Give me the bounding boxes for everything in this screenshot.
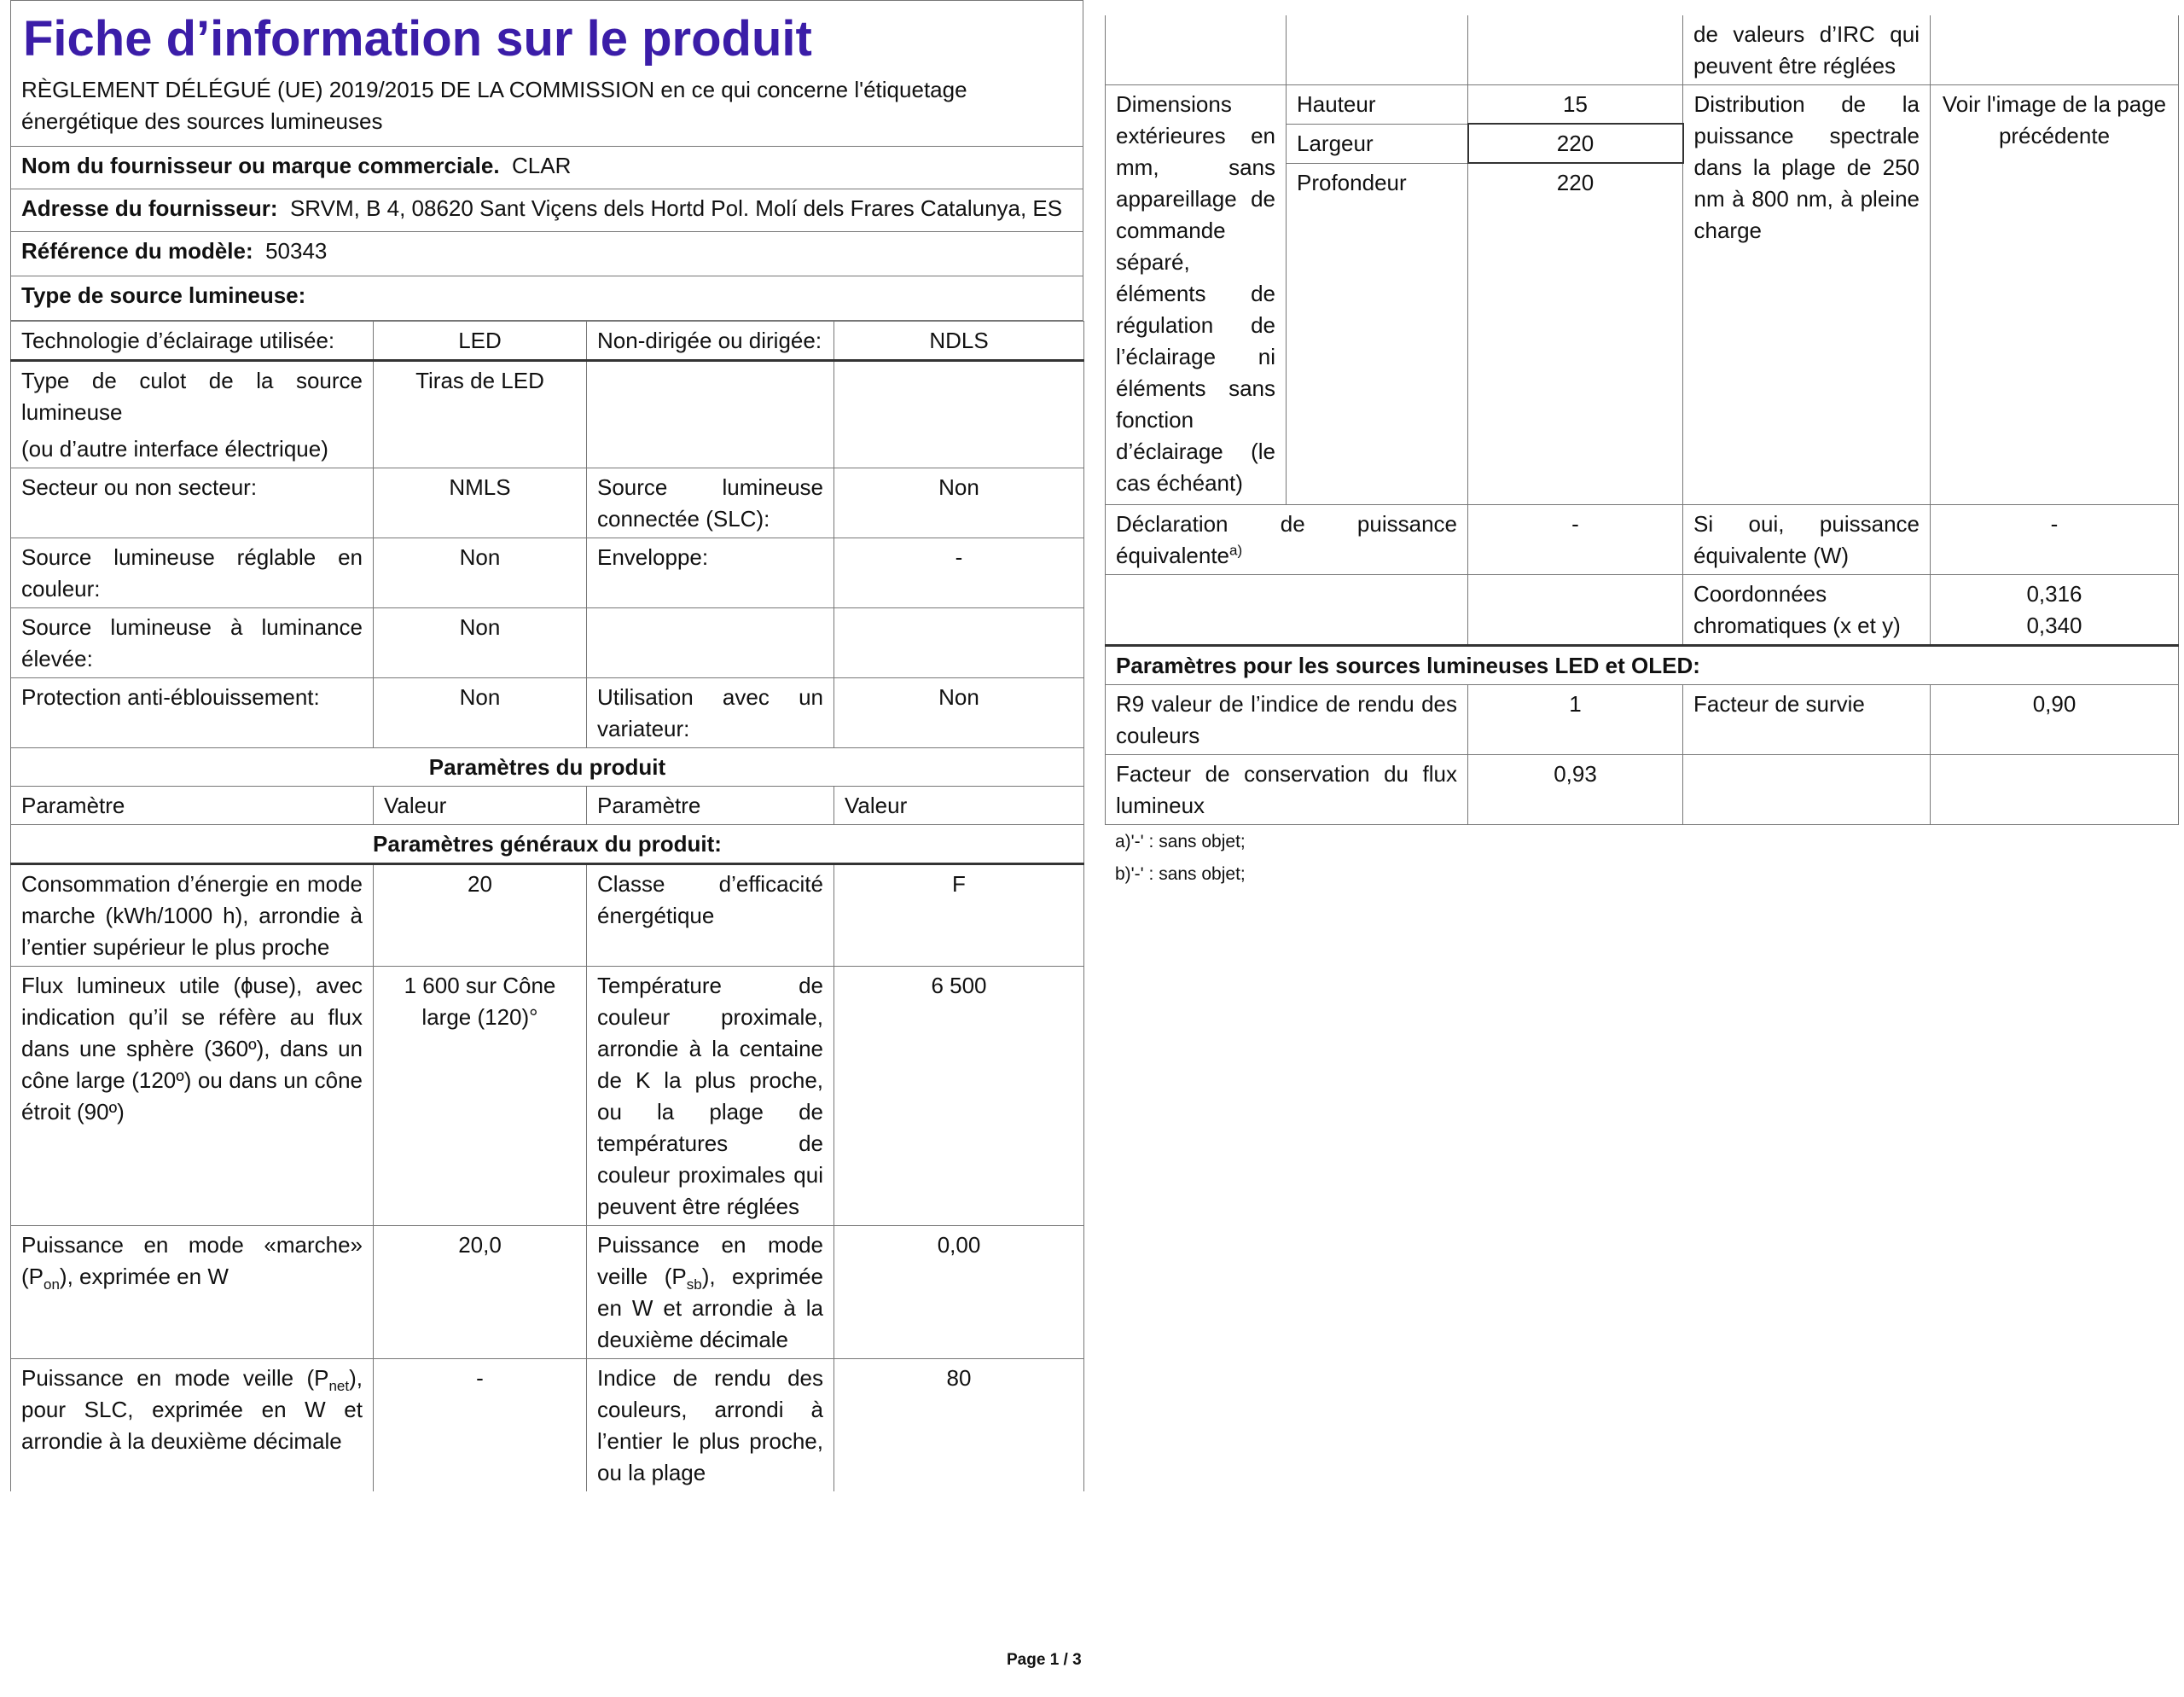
- subscript: on: [44, 1276, 60, 1293]
- param-cell: Technologie d’éclairage utilisée:: [11, 322, 374, 361]
- address-row: [11, 189, 1083, 232]
- r9-label: R9 valeur de l’indice de rendu des couleurs: [1106, 684, 1468, 754]
- equiv-text: Déclaration de puissance équivalente: [1116, 510, 1457, 568]
- flux-label: Facteur de conservation du flux lumineux: [1106, 754, 1468, 824]
- chroma-label: Coordonnées chromatiques (x et y): [1683, 574, 1931, 645]
- subscript: net: [328, 1378, 350, 1395]
- value-cell: Non: [834, 468, 1084, 538]
- flux-value: 0,93: [1468, 754, 1683, 824]
- right-table: [1105, 15, 2179, 825]
- supplier-label: Nom du fournisseur ou marque commerciale.: [21, 153, 500, 178]
- value-cell: NDLS: [834, 322, 1084, 361]
- param-cell: Non-dirigée ou dirigée:: [587, 322, 834, 361]
- param-cell: Source lumineuse réglable en couleur:: [11, 538, 374, 608]
- param-text: Puissance en mode veille (P: [597, 1232, 823, 1289]
- param-cell: Indice de rendu des couleurs, arrondi à l’entier le plus proche, ou la plage: [587, 1359, 834, 1492]
- param-cell: [587, 1226, 834, 1359]
- value-cell: [834, 608, 1084, 678]
- params-heading-row: [11, 748, 1084, 787]
- model-row: [11, 232, 1083, 276]
- param-header: Paramètre: [11, 787, 374, 825]
- value-cell: Non: [834, 678, 1084, 748]
- value-cell: Non: [374, 608, 587, 678]
- value-cell: NMLS: [374, 468, 587, 538]
- value-cell: F: [834, 864, 1084, 967]
- led-heading-row: [1106, 645, 2179, 684]
- table-row: [11, 1359, 1084, 1492]
- table-row: [11, 608, 1084, 678]
- value-header: Valeur: [374, 787, 587, 825]
- param-cell: Source lumineuse connectée (SLC):: [587, 468, 834, 538]
- value-cell: Non: [374, 538, 587, 608]
- param-cell: Secteur ou non secteur:: [11, 468, 374, 538]
- spectral-label: Distribution de la puissance spectrale dans la plage de 250 nm à 800 nm, à pleine charge: [1683, 85, 1931, 505]
- equiv-label: [1106, 504, 1468, 574]
- value-cell: Non: [374, 678, 587, 748]
- value-cell: 1 600 sur Cône large (120)°: [374, 967, 587, 1226]
- chroma-value: [1931, 574, 2179, 645]
- table-row: [1106, 684, 2179, 754]
- value-cell: 6 500: [834, 967, 1084, 1226]
- param-cell: Protection anti-éblouissement:: [11, 678, 374, 748]
- model-value: 50343: [265, 238, 328, 264]
- column-header-row: [11, 787, 1084, 825]
- param-text: Type de culot de la source lumineuse: [21, 368, 363, 425]
- params-heading: Paramètres du produit: [11, 748, 1084, 787]
- value-header: Valeur: [834, 787, 1084, 825]
- value-cell: [834, 361, 1084, 468]
- param-cell: [587, 361, 834, 468]
- value-cell: Tiras de LED: [374, 361, 587, 468]
- param-text: (ou d’autre interface électrique): [21, 436, 328, 462]
- param-cell: [11, 361, 374, 468]
- dimensions-label: Dimensions extérieures en mm, sans appareillage de commande séparé, éléments de régulation de l’éclairage ni éléments sans fonction d’éclairage (le cas échéant): [1106, 85, 1287, 505]
- left-column: [10, 0, 1083, 1491]
- equiv-value: -: [1468, 504, 1683, 574]
- empty-cell: [1468, 574, 1683, 645]
- page-number: Page 1 / 3: [1007, 1651, 1082, 1669]
- param-header: Paramètre: [587, 787, 834, 825]
- survival-value: 0,90: [1931, 684, 2179, 754]
- dim-value: 15: [1468, 85, 1683, 125]
- header-table: [10, 73, 1083, 321]
- param-cell: de valeurs d’IRC qui peuvent être réglées: [1683, 15, 1931, 85]
- param-cell: Utilisation avec un variateur:: [587, 678, 834, 748]
- dim-value: 220: [1468, 124, 1683, 163]
- general-heading-row: [11, 825, 1084, 864]
- param-text: ), pour SLC, exprimée en W et arrondie à la deuxième décimale: [21, 1365, 363, 1454]
- chroma-y: 0,340: [2026, 612, 2082, 638]
- param-text: Puissance en mode «marche» (P: [21, 1232, 363, 1289]
- right-column: [1105, 15, 2178, 892]
- empty-cell: [1106, 15, 1287, 85]
- general-heading: Paramètres généraux du produit:: [11, 825, 1084, 864]
- table-row: [11, 468, 1084, 538]
- model-label: Référence du modèle:: [21, 238, 253, 264]
- table-row: [1106, 574, 2179, 645]
- table-row: [1106, 504, 2179, 574]
- empty-cell: [1468, 15, 1683, 85]
- table-row: [1106, 754, 2179, 824]
- empty-cell: [1683, 754, 1931, 824]
- type-table: [10, 321, 1084, 1491]
- param-cell: Classe d’efficacité énergétique: [587, 864, 834, 967]
- subscript: sb: [686, 1276, 702, 1293]
- table-row: [11, 361, 1084, 468]
- address-label: Adresse du fournisseur:: [21, 195, 278, 221]
- param-cell: Température de couleur proximale, arrondie à la centaine de K la plus proche, ou la plage de températures de couleur proximales qui peuvent être réglées: [587, 967, 834, 1226]
- footnote-b: b)'-' : sans objet;: [1115, 863, 1246, 884]
- chroma-x: 0,316: [2026, 580, 2082, 607]
- empty-cell: [1106, 574, 1468, 645]
- param-cell: [11, 1359, 374, 1492]
- supplier-row: [11, 147, 1083, 189]
- survival-label: Facteur de survie: [1683, 684, 1931, 754]
- dim-label: Hauteur: [1287, 85, 1468, 125]
- table-row: [1106, 85, 2179, 125]
- value-cell: -: [374, 1359, 587, 1492]
- param-cell: [11, 1226, 374, 1359]
- dim-label: Profondeur: [1287, 163, 1468, 504]
- empty-cell: [1287, 15, 1468, 85]
- type-heading: Type de source lumineuse:: [11, 276, 1083, 321]
- param-cell: Source lumineuse à luminance élevée:: [11, 608, 374, 678]
- dim-value: 220: [1468, 163, 1683, 504]
- param-cell: [587, 608, 834, 678]
- value-cell: 20: [374, 864, 587, 967]
- footnote-marker: a): [1229, 541, 1243, 558]
- equiv-w-value: -: [1931, 504, 2179, 574]
- table-row: [11, 538, 1084, 608]
- regulation-text: RÈGLEMENT DÉLÉGUÉ (UE) 2019/2015 DE LA COMMISSION en ce qui concerne l'étiquetage énergétique des sources lumineuses: [11, 73, 1083, 147]
- value-cell: -: [834, 538, 1084, 608]
- spectral-value: Voir l'image de la page précédente: [1931, 85, 2179, 505]
- footnote-a: a)'-' : sans objet;: [1115, 831, 1246, 851]
- param-text: ), exprimée en W: [59, 1264, 229, 1289]
- empty-cell: [1931, 15, 2179, 85]
- value-cell: 80: [834, 1359, 1084, 1492]
- param-cell: Flux lumineux utile (ɸuse), avec indication qu’il se réfère au flux dans une sphère (360º), dans un cône large (120º) ou dans un cône étroit (90º): [11, 967, 374, 1226]
- value-cell: 0,00: [834, 1226, 1084, 1359]
- param-cell: Enveloppe:: [587, 538, 834, 608]
- equiv-w-label: Si oui, puissance équivalente (W): [1683, 504, 1931, 574]
- table-row: [11, 322, 1084, 361]
- param-text: ), exprimée en W et arrondie à la deuxième décimale: [597, 1264, 823, 1352]
- address-value: SRVM, B 4, 08620 Sant Viçens dels Hortd Pol. Molí dels Frares Catalunya, ES: [289, 195, 1063, 221]
- supplier-value: CLAR: [512, 153, 572, 178]
- value-cell: 20,0: [374, 1226, 587, 1359]
- led-heading: Paramètres pour les sources lumineuses LED et OLED:: [1106, 645, 2179, 684]
- empty-cell: [1931, 754, 2179, 824]
- table-row: [1106, 15, 2179, 85]
- table-row: [11, 1226, 1084, 1359]
- param-text: Puissance en mode veille (P: [21, 1365, 329, 1391]
- table-row: [11, 864, 1084, 967]
- dim-label: Largeur: [1287, 124, 1468, 163]
- table-row: [11, 967, 1084, 1226]
- value-cell: LED: [374, 322, 587, 361]
- table-row: [11, 678, 1084, 748]
- page-title: Fiche d’information sur le produit: [10, 0, 1083, 73]
- r9-value: 1: [1468, 684, 1683, 754]
- param-cell: Consommation d’énergie en mode marche (kWh/1000 h), arrondie à l’entier supérieur le plus proche: [11, 864, 374, 967]
